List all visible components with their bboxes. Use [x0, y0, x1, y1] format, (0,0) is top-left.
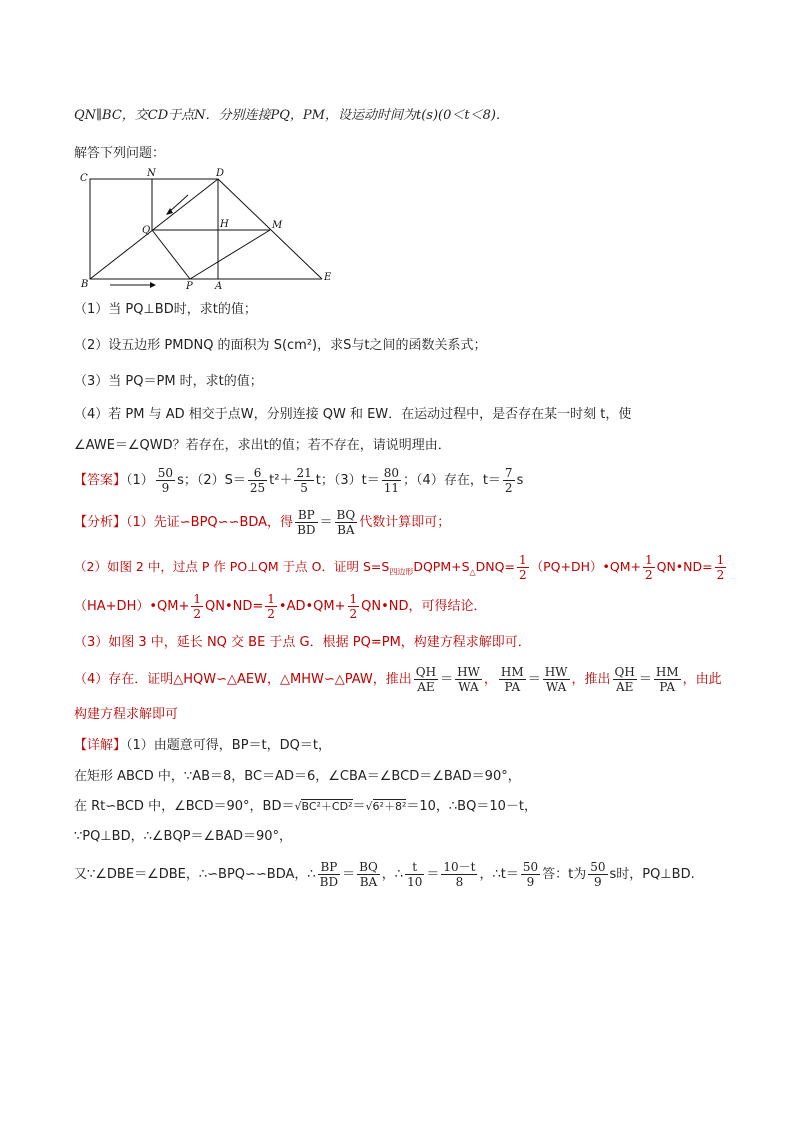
answer-part4: （4）存在，t＝ [416, 473, 501, 488]
answer-2-fraction-b: $\frac{21}{5}$ [296, 466, 312, 495]
answer-3-fraction: $\frac{80}{11}$ [383, 466, 400, 495]
answer-part1-label: （1） [126, 473, 154, 488]
answer-part2: （2）S＝ [196, 473, 246, 488]
analysis-line-4: （3）如图 3 中，延长 NQ 交 BE 于点 G．根据 PQ=PM，构建方程求解即可． [74, 635, 531, 650]
answer-tag: 【答案】 [74, 473, 127, 488]
label-n: N [147, 168, 156, 179]
segment-pm [190, 230, 270, 279]
detail-tag: 【详解】 [74, 738, 127, 753]
analysis-line-1: 【分析】（1）先证∽BPQ∽∽BDA，得 $\frac{BP}{BD}$ ＝ $\frac{BQ}{BA}$ 代数计算即可； [74, 508, 451, 537]
question-4-line-1: （4）若 PM 与 AD 相交于点W，分别连接 QW 和 EW．在运动过程中，是否存在某一时刻 t，使 [74, 407, 632, 422]
label-c: C [80, 173, 88, 184]
answer-part3: （3）t＝ [333, 473, 380, 488]
answer-2-fraction-a: $\frac{6}{25}$ [249, 466, 266, 495]
problem-intro-line: QN∥BC，交CD于点N．分别连接PQ，PM，设运动时间为t(s)(0＜t＜8)． [74, 108, 509, 123]
analysis-tag: 【分析】 [74, 515, 127, 530]
analysis-line-2: （2）如图 2 中，过点 P 作 PO⊥QM 于点 O．证明 $S=S_{四边形}DQPM+S_\triangle DNQ=$ $\frac{1}{2}$ （PQ+DH）•QM+ $\frac{1}{2}$ QN•ND= $\frac{1}{2}$ [74, 553, 725, 582]
detail-line-1: 【详解】（1）由题意可得，BP＝t，DQ＝t， [74, 738, 331, 753]
analysis-line-3: （HA+DH）•QM+ $\frac{1}{2}$ QN•ND= $\frac{1}{2}$ •AD•QM+ $\frac{1}{2}$ QN•ND，可得结论． [74, 592, 487, 621]
analysis-fraction-bq-ba: $\frac{BQ}{BA}$ [336, 508, 356, 537]
label-e: E [324, 272, 332, 283]
answer-line: 【答案】（1） $\frac{50}{9}$ s；（2）S＝ $\frac{6}{25}$ t²＋ $\frac{21}{5}$ t；（3）t＝ $\frac{80}{11}$ ；（4）存在，t＝ $\frac{7}{2}$ s [74, 466, 524, 495]
analysis-line-6: 构建方程求解即可 [74, 707, 179, 722]
answer-1-fraction: $\frac{50}{9}$ [157, 466, 174, 495]
question-4-line-2: ∠AWE＝∠QWD？若存在，求出t的值；若不存在，请说明理由． [74, 438, 451, 453]
detail-line-3: 在 Rt∽BCD 中，∠BCD＝90°，BD＝√BC²＋CD²＝√6²＋8²＝10，∴BQ＝10－t， [74, 799, 537, 814]
arrow-bp-head [150, 282, 156, 288]
label-q: Q [142, 225, 151, 236]
geometry-figure [70, 167, 340, 296]
answer-4-fraction: $\frac{7}{2}$ [504, 466, 513, 495]
analysis-line-5: （4）存在．证明△HQW∽△AEW，△MHW∽△PAW，推出 $\frac{QH}{AE}$ ＝ $\frac{HW}{WA}$ ， $\frac{HM}{PA}$ ＝ $\frac{HW}{WA}$ ，推出 $\frac{QH}{AE}$ ＝ $\frac{HM}{PA}$ ，由此 [74, 665, 722, 694]
question-3: （3）当 PQ＝PM 时，求t的值； [74, 374, 263, 389]
label-a: A [215, 281, 223, 292]
label-d: D [216, 168, 225, 179]
detail-line-2: 在矩形 ABCD 中，∵AB＝8，BC＝AD＝6，∠CBA＝∠BCD＝∠BAD＝90°， [74, 769, 521, 784]
question-1: （1）当 PQ⊥BD时，求t的值； [74, 302, 257, 317]
label-p: P [186, 281, 193, 292]
segment-de [218, 179, 322, 279]
label-m: M [272, 220, 283, 231]
detail-line-5: 又∵∠DBE＝∠DBE，∴∽BPQ∽∽BDA，∴ $\frac{BP}{BD}$ ＝ $\frac{BQ}{BA}$ ，∴ $\frac{t}{10}$ ＝ $\frac{10-t}{8}$ ，∴t＝ $\frac{50}{9}$ 答：t为 $\frac{50}{9}$ s时，PQ⊥BD. [74, 860, 695, 889]
diagonal-bd [90, 179, 218, 279]
segment-qp [152, 230, 190, 279]
instruction-text: 解答下列问题： [74, 146, 166, 161]
analysis-fraction-bp-bd: $\frac{BP}{BD}$ [297, 508, 316, 537]
geometry-diagram [70, 167, 340, 292]
label-b: B [81, 279, 89, 290]
label-h: H [220, 219, 229, 230]
detail-line-4: ∵PQ⊥BD，∴∠BQP＝∠BAD＝90°， [74, 829, 293, 844]
question-2: （2）设五边形 PMDNQ 的面积为 S(cm²)，求S与t之间的函数关系式； [74, 338, 487, 353]
